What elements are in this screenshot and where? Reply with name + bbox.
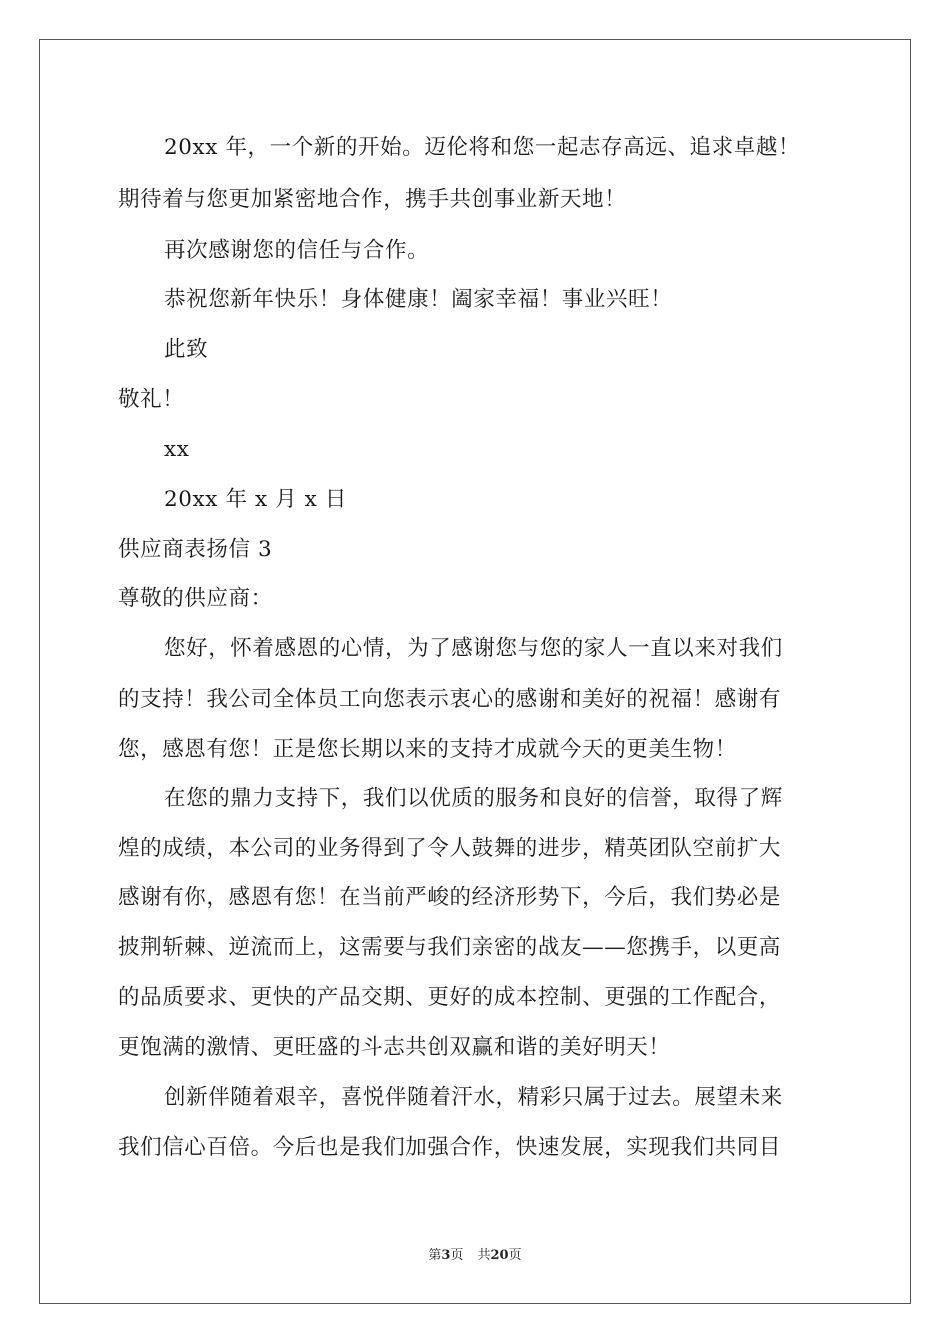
- page-footer: [0, 1247, 950, 1265]
- text-line: 的支持！我公司全体员工向您表示衷心的感谢和美好的祝福！感谢有: [118, 687, 782, 712]
- total-pages-number: 20: [490, 1248, 509, 1263]
- text-line: 煌的成绩，本公司的业务得到了令人鼓舞的进步，精英团队空前扩大: [118, 836, 782, 861]
- text-line: 的品质要求、更快的产品交期、更好的成本控制、更强的工作配合，: [118, 985, 782, 1010]
- text-line: 您，感恩有您！正是您长期以来的支持才成就今天的更美生物！: [118, 737, 737, 762]
- page-prefix: 第: [428, 1248, 442, 1263]
- signature-name: xx: [164, 437, 190, 462]
- text-line: 再次感谢您的信任与合作。: [164, 238, 430, 263]
- page-suffix: 页: [450, 1248, 464, 1263]
- greeting-line: 尊敬的供应商：: [118, 586, 273, 611]
- current-page-number: 3: [441, 1248, 451, 1263]
- text-line: 在您的鼎力支持下，我们以优质的服务和良好的信誉，取得了辉: [164, 786, 783, 811]
- text-line: 期待着与您更加紧密地合作，携手共创事业新天地！: [118, 187, 627, 212]
- closing-line: 敬礼！: [118, 387, 185, 412]
- total-prefix: 共: [477, 1248, 491, 1263]
- text-line: 创新伴随着艰辛，喜悦伴随着汗水，精彩只属于过去。展望未来: [164, 1085, 783, 1110]
- text-line: 20xx 年，一个新的开始。迈伦将和您一起志存高远、追求卓越！: [164, 135, 801, 160]
- page-border: [39, 39, 911, 1304]
- salutation-line: 此致: [164, 337, 209, 362]
- text-line: 披荆斩棘、逆流而上，这需要与我们亲密的战友——您携手，以更高: [118, 935, 782, 960]
- text-line: 我们信心百倍。今后也是我们加强合作，快速发展，实现我们共同目: [118, 1135, 782, 1160]
- text-line: 您好，怀着感恩的心情，为了感谢您与您的家人一直以来对我们: [164, 636, 783, 661]
- section-title: 供应商表扬信 3: [118, 537, 273, 562]
- signature-date: 20xx 年 x 月 x 日: [164, 487, 347, 512]
- text-line: 感谢有你，感恩有您！在当前严峻的经济形势下，今后，我们势必是: [118, 885, 782, 910]
- text-line: 更饱满的激情、更旺盛的斗志共创双赢和谐的美好明天！: [118, 1035, 671, 1060]
- text-line: 恭祝您新年快乐！身体健康！阖家幸福！事业兴旺！: [164, 287, 673, 312]
- total-suffix: 页: [508, 1248, 522, 1263]
